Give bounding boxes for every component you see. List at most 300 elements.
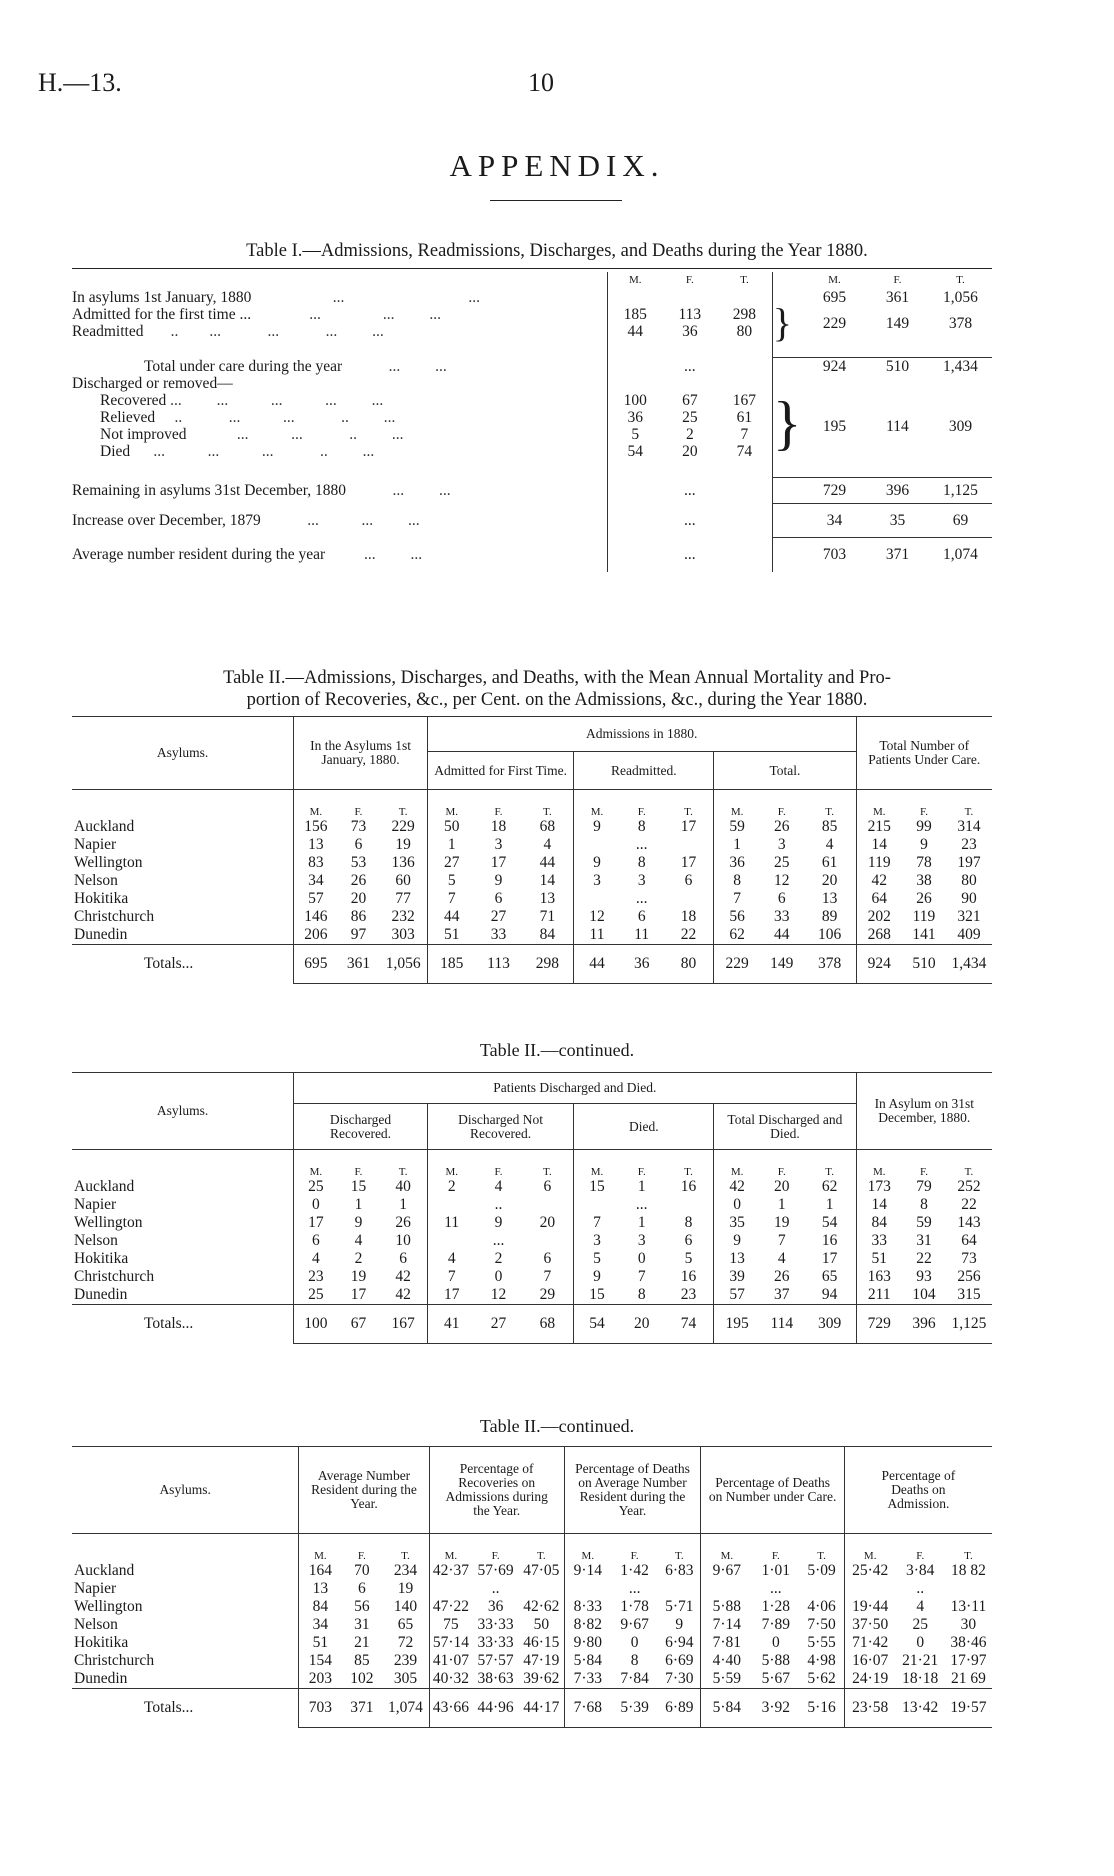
- t2a-h-in: In the Asylums 1st January, 1880.: [294, 717, 428, 790]
- cell-value: 1·42: [620, 1562, 649, 1579]
- cell-value: 19: [395, 836, 411, 853]
- cell-value: [427, 1232, 475, 1250]
- cell-value: 84: [856, 1214, 902, 1232]
- cell-value: 51: [299, 1634, 342, 1652]
- cell-value: 7·14: [701, 1616, 752, 1634]
- cell-value: 34: [294, 872, 338, 890]
- table-row: [72, 854, 992, 872]
- cell-value: 84: [539, 926, 556, 943]
- cell-value: 5·88: [701, 1598, 752, 1616]
- t2a-h-admissions: Admissions in 1880.: [427, 717, 856, 752]
- cell-value: 25·42: [844, 1562, 895, 1580]
- cell-value: 1: [399, 1196, 407, 1213]
- cell-value: 42: [395, 1286, 411, 1303]
- asylum-name: Nelson: [74, 872, 118, 889]
- cell-value: 90: [961, 890, 977, 907]
- cell-value: 9: [574, 854, 620, 872]
- mft-label: T.: [658, 1534, 701, 1563]
- cell-value: 21 69: [950, 1670, 986, 1687]
- cell-value: 26: [916, 890, 932, 907]
- cell-value: ...: [635, 836, 648, 853]
- cell-value: 4·98: [807, 1652, 836, 1669]
- cell-value: 0: [637, 1250, 646, 1267]
- cell-value: 77: [395, 890, 411, 907]
- cell-value: 12: [490, 1286, 507, 1303]
- t1-row-in-asylums: In asylums 1st January, 1880 ... ... 695 361 1,056: [72, 289, 978, 306]
- cell-value: 44: [427, 908, 475, 926]
- cell-value: 8: [637, 1286, 646, 1303]
- page-title: APPENDIX.: [449, 148, 665, 183]
- cell-value: 9: [354, 1214, 363, 1231]
- total-value: 3·92: [752, 1689, 799, 1728]
- cell-value: 20: [350, 890, 367, 907]
- mft-spacer: [72, 1150, 294, 1179]
- t2b-h-in: In Asylum on 31st December, 1880.: [856, 1073, 992, 1150]
- cell-value: 119: [856, 854, 902, 872]
- total-value: 924: [856, 945, 902, 984]
- t2b-h-died: Died.: [574, 1104, 714, 1150]
- table-row: [72, 926, 992, 945]
- cell-value: 13: [539, 890, 556, 907]
- t1-col-t2: T.: [956, 274, 965, 286]
- cell-value: 73: [350, 818, 367, 835]
- total-value: 74: [664, 1305, 714, 1344]
- total-value: 5·39: [611, 1689, 658, 1728]
- cell-value: 18 82: [950, 1562, 986, 1579]
- cell-value: 7·33: [564, 1670, 611, 1689]
- cell-value: 9·67: [620, 1616, 649, 1633]
- cell-value: 57·14: [429, 1634, 472, 1652]
- asylum-name: Hokitika: [74, 1634, 129, 1651]
- cell-value: 156: [294, 818, 338, 836]
- cell-value: 3: [637, 1232, 646, 1249]
- cell-value: 85: [354, 1652, 370, 1669]
- asylum-name: Auckland: [74, 1562, 135, 1579]
- cell-value: 164: [299, 1562, 342, 1580]
- cell-value: ...: [635, 890, 648, 907]
- cell-value: 0: [771, 1634, 780, 1651]
- cell-value: 203: [299, 1670, 342, 1689]
- cell-value: 119: [912, 908, 936, 925]
- cell-value: 9: [574, 818, 620, 836]
- cell-value: 229: [391, 818, 415, 835]
- cell-value: 31: [354, 1616, 370, 1633]
- table-row: [72, 890, 992, 908]
- cell-value: 16: [680, 1268, 697, 1285]
- cell-value: ...: [770, 1580, 782, 1597]
- cell-value: 71·42: [844, 1634, 895, 1652]
- total-value: 1,434: [946, 945, 992, 984]
- cell-value: 51: [856, 1250, 902, 1268]
- total-value: 185: [427, 945, 475, 984]
- cell-value: 314: [957, 818, 981, 835]
- cell-value: 47·19: [523, 1652, 560, 1669]
- cell-value: 1: [637, 1214, 646, 1231]
- t1-col-m: M.: [607, 272, 662, 289]
- cell-value: 68: [539, 818, 556, 835]
- t1-col-f2: F.: [893, 274, 902, 286]
- cell-value: 21·21: [902, 1652, 939, 1669]
- t2a-h-asylums: Asylums.: [72, 717, 294, 790]
- cell-value: 1: [714, 836, 760, 854]
- mft-label: T.: [382, 1534, 429, 1563]
- cell-value: 8: [684, 1214, 693, 1231]
- cell-value: 40: [395, 1178, 411, 1195]
- cell-value: 154: [299, 1652, 342, 1670]
- cell-value: 13: [299, 1580, 342, 1598]
- cell-value: 2: [354, 1250, 363, 1267]
- cell-value: 0: [916, 1634, 925, 1651]
- total-value: 114: [760, 1305, 804, 1344]
- t1-row-remaining: Remaining in asylums 31st December, 1880 ... ... ... 729 396 1,125: [72, 478, 992, 504]
- cell-value: 252: [957, 1178, 981, 1195]
- cell-value: 4: [825, 836, 834, 853]
- cell-value: 47·22: [429, 1598, 472, 1616]
- mft-header-row: [72, 1534, 992, 1563]
- cell-value: 23: [294, 1268, 338, 1286]
- asylum-name: Dunedin: [74, 1670, 128, 1687]
- cell-value: 211: [856, 1286, 902, 1305]
- cell-value: 1·01: [761, 1562, 791, 1579]
- cell-value: [427, 1196, 475, 1214]
- cell-value: 0: [294, 1196, 338, 1214]
- cell-value: 51: [427, 926, 475, 945]
- cell-value: [564, 1580, 611, 1598]
- page-number: 10: [528, 68, 554, 97]
- cell-value: 22: [961, 1196, 977, 1213]
- t1-row-discharged: Discharged or removed—: [72, 375, 992, 392]
- cell-value: 17: [821, 1250, 838, 1267]
- mft-label: T.: [519, 1534, 564, 1563]
- table2c: [72, 1446, 992, 1728]
- cell-value: 94: [821, 1286, 838, 1303]
- total-value: 729: [856, 1305, 902, 1344]
- cell-value: 1: [354, 1196, 363, 1213]
- total-value: 695: [294, 945, 338, 984]
- t1-row-admitted: Admitted for the first time ... ... ... ... 185 113 298 } 229 149 378: [72, 300, 973, 345]
- cell-value: 41·07: [429, 1652, 472, 1670]
- cell-value: 9: [714, 1232, 760, 1250]
- cell-value: 6·69: [665, 1652, 694, 1669]
- document-ref: H.—13.: [38, 68, 122, 97]
- cell-value: 44: [774, 926, 790, 943]
- cell-value: 65: [397, 1616, 414, 1633]
- total-value: 44·96: [472, 1689, 519, 1728]
- t1-row-increase: Increase over December, 1879 ... ... ... ... 34 35 69: [72, 504, 992, 538]
- cell-value: 7: [574, 1214, 620, 1232]
- cell-value: 17·97: [950, 1652, 987, 1669]
- cell-value: 44: [539, 854, 556, 871]
- cell-value: 54: [821, 1214, 838, 1231]
- total-value: 5·84: [701, 1689, 752, 1728]
- mft-label: T.: [664, 790, 714, 819]
- cell-value: 9: [574, 1268, 620, 1286]
- table2-caption-line1: Table II.—Admissions, Discharges, and Deaths, with the Mean Annual Mortality and Pro-: [223, 668, 891, 688]
- cell-value: 17: [350, 1286, 367, 1303]
- cell-value: 37: [774, 1286, 790, 1303]
- table-row: [72, 1652, 992, 1670]
- cell-value: 9: [494, 1214, 503, 1231]
- mft-label: M.: [574, 1150, 620, 1179]
- table-row: [72, 1196, 992, 1214]
- cell-value: 26: [774, 818, 790, 835]
- cell-value: 26: [350, 872, 367, 889]
- cell-value: [844, 1580, 895, 1598]
- cell-value: 18: [490, 818, 507, 835]
- cell-value: 4·40: [701, 1652, 752, 1670]
- table-row: [72, 818, 992, 836]
- mft-label: T.: [804, 1150, 856, 1179]
- cell-value: [522, 1232, 574, 1250]
- cell-value: 1: [777, 1196, 786, 1213]
- cell-value: 4·06: [807, 1598, 836, 1615]
- t1-col-t: T.: [740, 274, 749, 286]
- cell-value: 8: [714, 872, 760, 890]
- cell-value: 6: [543, 1178, 552, 1195]
- cell-value: ..: [491, 1580, 500, 1597]
- mft-label: F.: [902, 790, 946, 819]
- cell-value: 7: [427, 890, 475, 908]
- total-value: 361: [338, 945, 380, 984]
- t2b-h-total: Total Discharged and Died.: [714, 1104, 856, 1150]
- cell-value: 14: [856, 836, 902, 854]
- cell-value: 59: [916, 1214, 932, 1231]
- cell-value: ..: [494, 1196, 503, 1213]
- cell-value: 5·71: [665, 1598, 694, 1615]
- total-value: 27: [476, 1305, 522, 1344]
- cell-value: 71: [539, 908, 556, 925]
- total-value: 44: [574, 945, 620, 984]
- mft-label: M.: [856, 1150, 902, 1179]
- cell-value: 33·33: [477, 1634, 514, 1651]
- cell-value: 13·11: [950, 1598, 987, 1615]
- cell-value: 56: [354, 1598, 370, 1615]
- total-value: 510: [902, 945, 946, 984]
- t1-row-total-care: Total under care during the year ... ... ... 924 510 1,434: [72, 358, 992, 376]
- cell-value: 17: [680, 818, 697, 835]
- total-value: 23·58: [844, 1689, 895, 1728]
- asylum-name: Christchurch: [74, 1652, 155, 1669]
- asylum-name: Nelson: [74, 1232, 118, 1249]
- table1-top-rule: [72, 268, 992, 269]
- cell-value: 305: [393, 1670, 418, 1687]
- cell-value: 7: [714, 890, 760, 908]
- cell-value: 9·80: [564, 1634, 611, 1652]
- cell-value: 16: [680, 1178, 697, 1195]
- cell-value: [574, 1196, 620, 1214]
- cell-value: 6: [684, 872, 693, 889]
- cell-value: 5: [574, 1250, 620, 1268]
- t2a-h-readmitted: Readmitted.: [574, 752, 714, 790]
- total-value: 68: [522, 1305, 574, 1344]
- mft-label: M.: [844, 1534, 895, 1563]
- cell-value: 5·55: [807, 1634, 836, 1651]
- total-value: 19·57: [945, 1689, 992, 1728]
- mft-label: F.: [476, 790, 522, 819]
- mft-label: T.: [804, 790, 856, 819]
- asylum-name: Christchurch: [74, 908, 155, 925]
- cell-value: 39: [714, 1268, 760, 1286]
- table-row: [72, 1232, 992, 1250]
- mft-label: T.: [945, 1534, 992, 1563]
- cell-value: 7·81: [701, 1634, 752, 1652]
- cell-value: 141: [912, 926, 936, 943]
- cell-value: 163: [856, 1268, 902, 1286]
- cell-value: 29: [539, 1286, 556, 1303]
- t2c-body: [72, 1534, 992, 1728]
- cell-value: 6: [358, 1580, 366, 1597]
- cell-value: [522, 1196, 574, 1214]
- cell-value: [701, 1580, 752, 1598]
- total-value: 6·89: [658, 1689, 701, 1728]
- cell-value: 1: [825, 1196, 834, 1213]
- cell-value: 4: [294, 1250, 338, 1268]
- cell-value: 17: [294, 1214, 338, 1232]
- cell-value: 17: [427, 1286, 475, 1305]
- cell-value: 86: [350, 908, 367, 925]
- mft-label: M.: [714, 790, 760, 819]
- cell-value: 7·89: [761, 1616, 791, 1633]
- cell-value: 42: [714, 1178, 760, 1196]
- cell-value: 22: [916, 1250, 932, 1267]
- total-value: 195: [714, 1305, 760, 1344]
- total-value: 44·17: [519, 1689, 564, 1728]
- cell-value: 3: [574, 872, 620, 890]
- cell-value: 8·82: [564, 1616, 611, 1634]
- cell-value: 19: [350, 1268, 367, 1285]
- total-value: 229: [714, 945, 760, 984]
- cell-value: 102: [350, 1670, 374, 1687]
- cell-value: 5: [684, 1250, 693, 1267]
- cell-value: 72: [397, 1634, 414, 1651]
- cell-value: 12: [574, 908, 620, 926]
- cell-value: 5·09: [807, 1562, 836, 1579]
- table-row: [72, 1268, 992, 1286]
- cell-value: 15: [574, 1286, 620, 1305]
- table2-caption-line2: portion of Recoveries, &c., per Cent. on the Admissions, &c., during the Year 1880.: [246, 690, 868, 710]
- total-value: 43·66: [429, 1689, 472, 1728]
- brace-icon: }: [772, 300, 792, 345]
- cell-value: 215: [856, 818, 902, 836]
- t1-col-f: F.: [685, 274, 694, 286]
- t2b-body: [72, 1150, 992, 1344]
- cell-value: 85: [821, 818, 838, 835]
- asylum-name: Napier: [74, 1196, 117, 1213]
- cell-value: 30: [960, 1616, 977, 1633]
- cell-value: 15: [350, 1178, 367, 1195]
- total-value: 167: [379, 1305, 427, 1344]
- cell-value: 50: [427, 818, 475, 836]
- cell-value: 4: [427, 1250, 475, 1268]
- t2a-h-care: Total Number of Patients Under Care.: [856, 717, 992, 790]
- cell-value: 27: [490, 908, 507, 925]
- asylum-name: Wellington: [74, 1214, 143, 1231]
- mft-label: T.: [522, 1150, 574, 1179]
- cell-value: 17: [680, 854, 697, 871]
- t2c-h-avg: Average Number Resident during the Year.: [299, 1447, 429, 1534]
- cell-value: 62: [714, 926, 760, 945]
- cell-value: 38: [916, 872, 932, 889]
- cell-value: 239: [393, 1652, 418, 1669]
- cell-value: 256: [957, 1268, 981, 1285]
- asylum-name: Nelson: [74, 1616, 118, 1633]
- mft-header-row: [72, 790, 992, 819]
- cell-value: 42: [856, 872, 902, 890]
- mft-label: F.: [338, 790, 380, 819]
- table-row: [72, 836, 992, 854]
- mft-label: F.: [896, 1534, 945, 1563]
- title-rule: [490, 200, 622, 201]
- cell-value: ...: [628, 1580, 641, 1597]
- t2b-h-recovered: Discharged Recovered.: [294, 1104, 428, 1150]
- table-row: [72, 1670, 992, 1689]
- cell-value: 19·44: [844, 1598, 895, 1616]
- table-row: [72, 1178, 992, 1196]
- total-value: 1,125: [946, 1305, 992, 1344]
- total-value: 80: [664, 945, 714, 984]
- cell-value: 47·05: [523, 1562, 560, 1579]
- cell-value: 7: [777, 1232, 786, 1249]
- cell-value: 97: [350, 926, 367, 943]
- cell-value: 232: [391, 908, 415, 925]
- cell-value: 61: [821, 854, 838, 871]
- cell-value: 93: [916, 1268, 932, 1285]
- mft-label: F.: [760, 790, 804, 819]
- totals-row: [72, 1689, 992, 1728]
- cell-value: 206: [294, 926, 338, 945]
- total-value: 396: [902, 1305, 946, 1344]
- cell-value: 0: [714, 1196, 760, 1214]
- cell-value: 11: [427, 1214, 475, 1232]
- cell-value: 268: [856, 926, 902, 945]
- cell-value: 7: [427, 1268, 475, 1286]
- cell-value: 18: [680, 908, 697, 925]
- cell-value: 9·14: [564, 1562, 611, 1580]
- mft-label: M.: [429, 1534, 472, 1563]
- cell-value: 19: [774, 1214, 790, 1231]
- cell-value: 197: [957, 854, 981, 871]
- cell-value: 21: [354, 1634, 370, 1651]
- cell-value: 19: [397, 1580, 414, 1597]
- mft-label: F.: [902, 1150, 946, 1179]
- mft-label: T.: [946, 1150, 992, 1179]
- cell-value: 36: [714, 854, 760, 872]
- cell-value: 6: [777, 890, 786, 907]
- mft-spacer: [72, 1534, 299, 1563]
- cell-value: 38·63: [477, 1670, 514, 1687]
- mft-label: M.: [299, 1534, 342, 1563]
- cell-value: 1·78: [620, 1598, 649, 1615]
- cell-value: 75: [429, 1616, 472, 1634]
- t2a-h-total: Total.: [714, 752, 856, 790]
- cell-value: 40·32: [429, 1670, 472, 1689]
- cell-value: 202: [856, 908, 902, 926]
- cell-value: 42: [395, 1268, 411, 1285]
- mft-header-row: [72, 1150, 992, 1179]
- cell-value: 16·07: [844, 1652, 895, 1670]
- cell-value: 0: [630, 1634, 639, 1651]
- totals-label: Totals...: [72, 1689, 299, 1728]
- total-value: 1,056: [379, 945, 427, 984]
- cell-value: 6: [354, 836, 363, 853]
- mft-label: M.: [564, 1534, 611, 1563]
- cell-value: 59: [714, 818, 760, 836]
- asylum-name: Wellington: [74, 1598, 143, 1615]
- t2c-h-recoveries: Percentage of Recoveries on Admissions during the Year.: [429, 1447, 564, 1534]
- table2b: [72, 1072, 992, 1344]
- cell-value: [664, 1196, 714, 1214]
- cell-value: 5·62: [807, 1670, 836, 1687]
